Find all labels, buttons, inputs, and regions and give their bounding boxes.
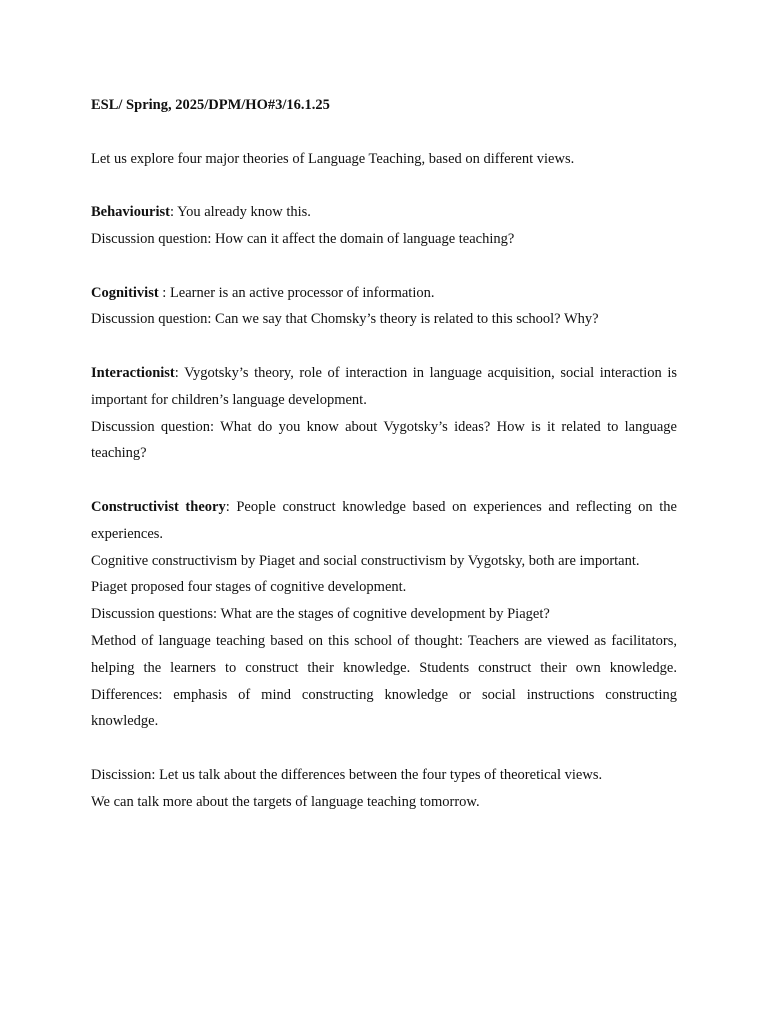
constructivist-term: Constructivist theory: [91, 498, 226, 515]
constructivist-line-2: Cognitive constructivism by Piaget and social constructivism by Vygotsky, both are important.: [91, 552, 640, 569]
interactionist-definition: [91, 360, 677, 414]
spacer: [91, 172, 677, 199]
cognitivist-question: Discussion question: Can we say that Chomsky’s theory is related to this school? Why?: [91, 311, 599, 328]
closing-tomorrow: We can talk more about the targets of language teaching tomorrow.: [91, 793, 480, 810]
spacer: [91, 253, 677, 280]
spacer: [91, 119, 677, 146]
handout-title-text: ESL/ Spring, 2025/DPM/HO#3/16.1.25: [91, 97, 330, 113]
handout-page: [91, 92, 677, 816]
interactionist-text: : Vygotsky’s theory, role of interaction in language acquisition, social interaction is important for children’s language development.: [91, 364, 677, 408]
cognitivist-definition: [91, 280, 677, 307]
constructivist-definition: [91, 494, 677, 548]
interactionist-term: Interactionist: [91, 364, 175, 381]
constructivist-method: Method of language teaching based on this school of thought: Teachers are viewed as facilitators, helping the learners to construct their knowledge. Students construct their own knowledge. Differences: emphasis of mind constructing knowledge or social instructions constructing knowledge.: [91, 632, 677, 730]
behaviourist-definition: [91, 199, 677, 226]
spacer: [91, 333, 677, 360]
behaviourist-question: Discussion question: How can it affect the domain of language teaching?: [91, 230, 515, 247]
cognitivist-text: : Learner is an active processor of information.: [158, 284, 435, 301]
spacer: [91, 735, 677, 762]
closing-discussion: Discission: Let us talk about the differences between the four types of theoretical views.: [91, 766, 603, 783]
handout-title: [91, 92, 677, 119]
constructivist-line-3: Piaget proposed four stages of cognitive development.: [91, 579, 407, 596]
cognitivist-term: Cognitivist: [91, 284, 159, 301]
behaviourist-term: Behaviourist: [91, 204, 170, 221]
constructivist-text: : People construct knowledge based on experiences and reflecting on the experiences.: [91, 498, 677, 542]
behaviourist-text: : You already know this.: [169, 204, 311, 221]
interactionist-question: Discussion question: What do you know about Vygotsky’s ideas? How is it related to language teaching?: [91, 418, 677, 462]
constructivist-question: Discussion questions: What are the stages of cognitive development by Piaget?: [91, 606, 550, 623]
spacer: [91, 467, 677, 494]
intro-text: Let us explore four major theories of Language Teaching, based on different views.: [91, 150, 575, 167]
